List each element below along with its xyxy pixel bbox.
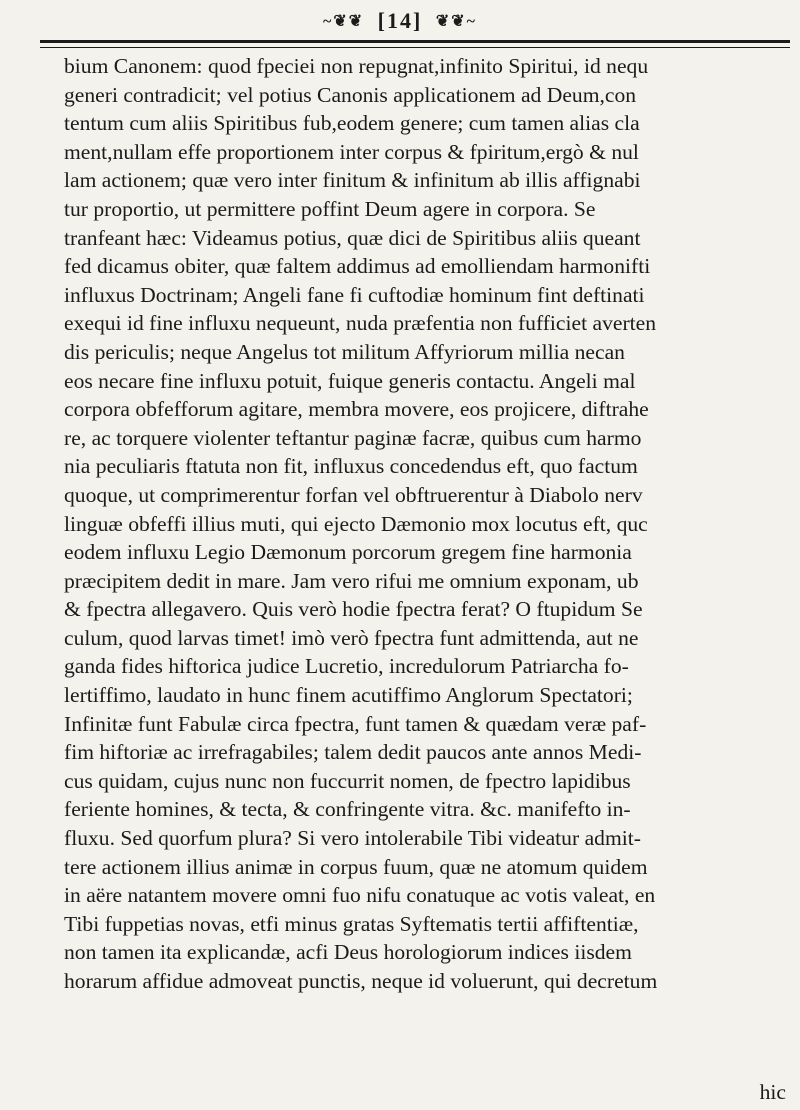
running-header: [0, 6, 800, 36]
text-line: fim hiftoriæ ac irrefragabiles; talem dedit paucos ante annos Medi-: [64, 740, 642, 765]
text-line: nia peculiaris ftatuta non fit, influxus concedendus eft, quo factum: [64, 454, 638, 479]
text-line: fluxu. Sed quorfum plura? Si vero intolerabile Tibi videatur admit-: [64, 826, 641, 851]
text-line: lertiffimo, laudato in hunc finem acutiffimo Anglorum Spectatori;: [64, 683, 633, 708]
header-rule: [40, 40, 790, 48]
text-line: eos necare fine influxu potuit, fuique generis contactu. Angeli mal: [64, 368, 636, 393]
text-line: tur proportio, ut permittere poffint Deum agere in corpora. Se: [64, 196, 596, 221]
text-line: exequi id fine influxu nequeunt, nuda præfentia non fufficiet averten: [64, 311, 657, 336]
text-line: tranfeant hæc: Videamus potius, quæ dici de Spiritibus aliis queant: [64, 225, 641, 250]
text-line: re, ac torquere violenter teftantur paginæ facræ, quibus cum harmo: [64, 425, 642, 450]
text-line: bium Canonem: quod fpeciei non repugnat,infinito Spiritui, id nequ: [64, 54, 649, 78]
text-line: corpora obfefforum agitare, membra movere, eos projicere, diftrahe: [64, 397, 649, 422]
right-ornament-icon: ❦❦~: [435, 12, 477, 30]
text-line: dis periculis; neque Angelus tot militum Affyriorum millia necan: [64, 339, 625, 364]
text-line: præcipitem dedit in mare. Jam vero rifui me omnium exponam, ub: [64, 568, 639, 593]
text-line: Infinitæ funt Fabulæ circa fpectra, funt tamen & quædam veræ paf-: [64, 711, 647, 736]
left-ornament-icon: ~❦❦: [323, 12, 365, 30]
text-line: generi contradicit; vel potius Canonis applicationem ad Deum,con: [64, 82, 637, 107]
body-text: [64, 52, 800, 996]
text-line: feriente homines, & tecta, & confringente vitra. &c. manifefto in-: [64, 797, 631, 822]
text-line: horarum affidue admoveat punctis, neque id voluerunt, qui decretum: [64, 969, 658, 993]
text-line: fed dicamus obiter, quæ faltem addimus ad emolliendam harmonifti: [64, 254, 651, 279]
text-line: in aëre natantem movere omni fuo nifu conatuque ac votis valeat, en: [64, 883, 656, 908]
text-line: eodem influxu Legio Dæmonum porcorum gregem fine harmonia: [64, 540, 632, 565]
text-line: tere actionem illius animæ in corpus fuum, quæ ne atomum quidem: [64, 854, 648, 879]
text-line: cus quidam, cujus nunc non fuccurrit nomen, de fpectro lapidibus: [64, 768, 631, 793]
text-line: ganda fides hiftorica judice Lucretio, incredulorum Patriarcha fo-: [64, 654, 629, 679]
catchword: hic: [759, 1080, 786, 1104]
text-line: quoque, ut comprimerentur forfan vel obftruerentur à Diabolo nerv: [64, 482, 643, 507]
text-line: Tibi fuppetias novas, etfi minus gratas Syftematis tertii affiftentiæ,: [64, 911, 639, 936]
text-line: & fpectra allegavero. Quis verò hodie fpectra ferat? O ftupidum Se: [64, 597, 643, 622]
text-line: tentum cum aliis Spiritibus fub,eodem genere; cum tamen alias cla: [64, 111, 640, 136]
text-line: influxus Doctrinam; Angeli fane fi cuftodiæ hominum fint deftinati: [64, 282, 645, 307]
text-line: linguæ obfeffi illius muti, qui ejecto Dæmonio mox locutus eft, quc: [64, 511, 648, 536]
page-number: [14]: [377, 7, 423, 33]
text-line: culum, quod larvas timet! imò verò fpectra funt admittenda, aut ne: [64, 625, 639, 650]
text-line: lam actionem; quæ vero inter finitum & infinitum ab illis affignabi: [64, 168, 641, 193]
text-line: ment,nullam effe proportionem inter corpus & fpiritum,ergò & nul: [64, 139, 639, 164]
text-line: non tamen ita explicandæ, acfi Deus horologiorum indices iisdem: [64, 940, 632, 965]
